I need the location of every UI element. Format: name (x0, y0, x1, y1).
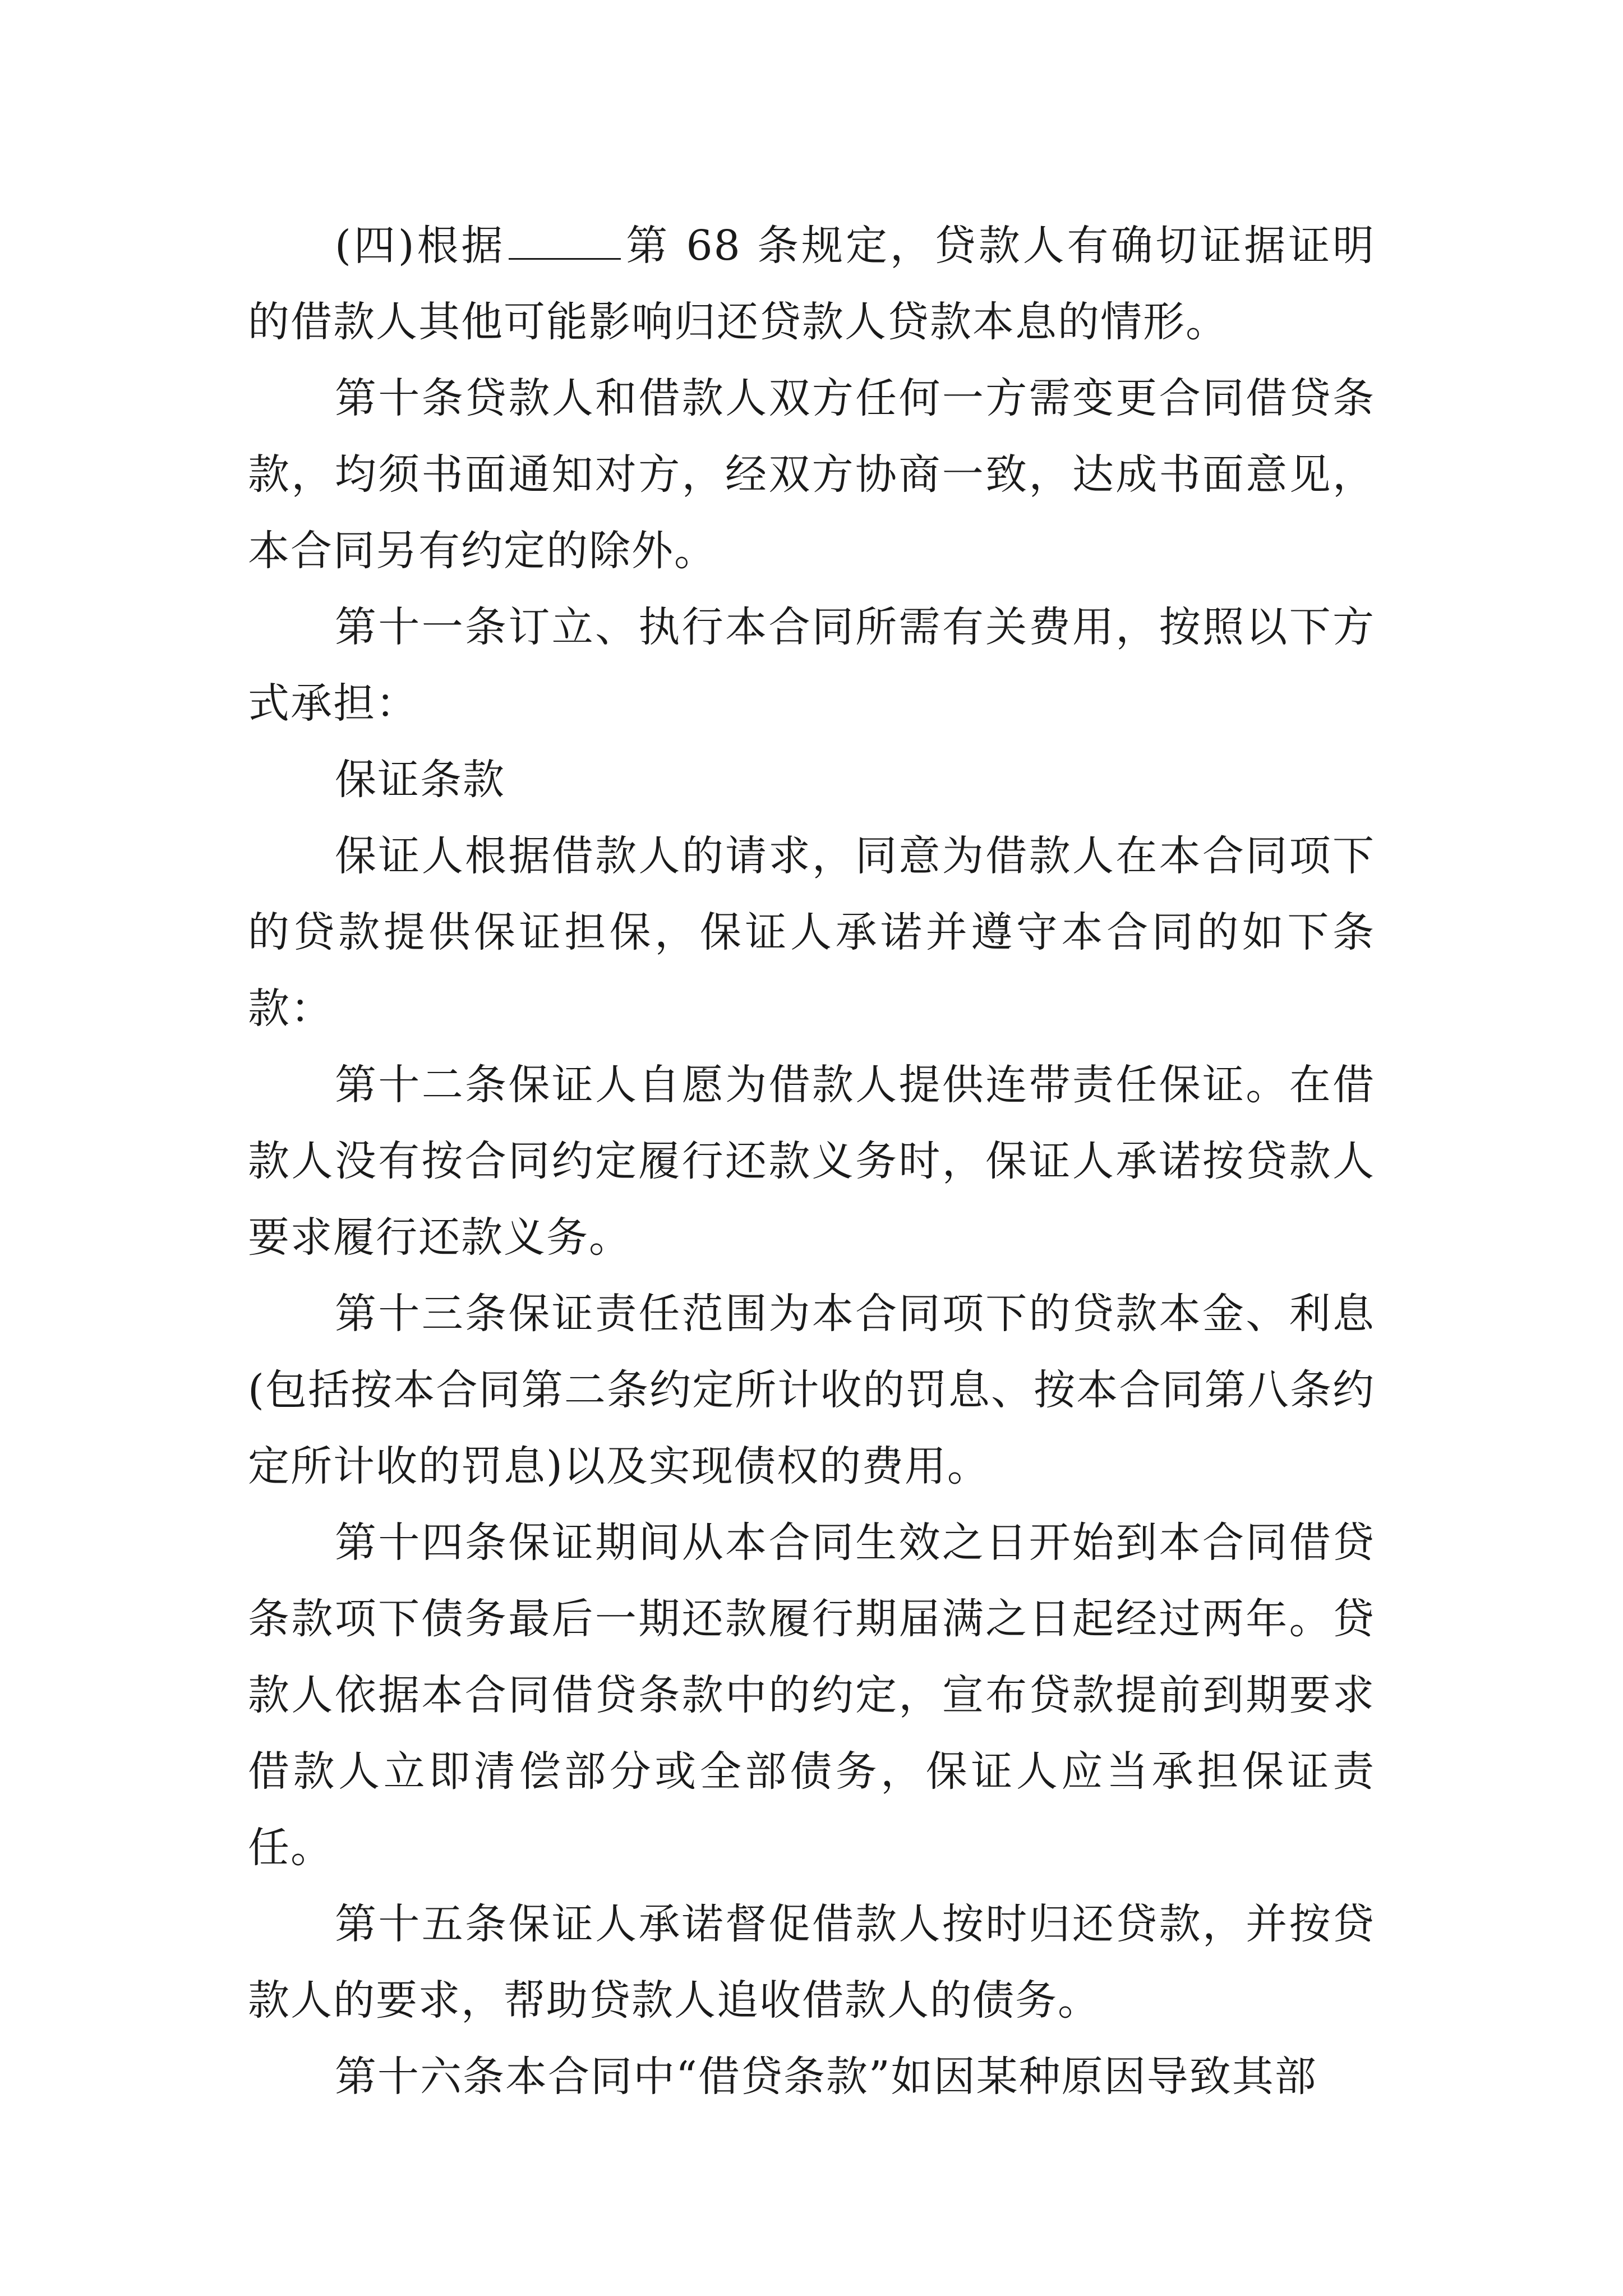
paragraph-article-16: 第十六条本合同中“借贷条款”如因某种原因导致其部 (335, 2053, 1317, 2101)
paragraph-item-4-start: (四)根据 (335, 222, 506, 270)
paragraph-guarantee-intro: 保证人根据借款人的请求，同意为借款人在本合同项下的贷款提供保证担保，保证人承诺并遵守本合同的如下条款： (248, 832, 1375, 1033)
paragraph-item-4-end: 第 68 条规定，贷款人有确切证据证明的借款人其他可能影响归还贷款人贷款本息的情形。 (248, 222, 1375, 346)
paragraph-article-10: 第十条贷款人和借款人双方任何一方需变更合同借贷条款，均须书面通知对方，经双方协商一致，达成书面意见，本合同另有约定的除外。 (248, 374, 1375, 575)
paragraph-item-4 (248, 208, 1375, 360)
paragraph-article-14: 第十四条保证期间从本合同生效之日开始到本合同借贷条款项下债务最后一期还款履行期届满之日起经过两年。贷款人依据本合同借贷条款中的约定，宣布贷款提前到期要求借款人立即清偿部分或全部债务，保证人应当承担保证责任。 (248, 1519, 1375, 1872)
paragraph-article-11: 第十一条订立、执行本合同所需有关费用，按照以下方式承担： (248, 603, 1375, 728)
paragraph-article-12: 第十二条保证人自愿为借款人提供连带责任保证。在借款人没有按合同约定履行还款义务时，保证人承诺按贷款人要求履行还款义务。 (248, 1061, 1375, 1262)
section-heading-guarantee: 保证条款 (335, 756, 505, 804)
document-body (248, 208, 1375, 2115)
paragraph-article-13: 第十三条保证责任范围为本合同项下的贷款本金、利息(包括按本合同第二条约定所计收的罚息、按本合同第八条约定所计收的罚息)以及实现债权的费用。 (248, 1290, 1375, 1490)
fill-in-blank (509, 219, 621, 260)
paragraph-article-15: 第十五条保证人承诺督促借款人按时归还贷款，并按贷款人的要求，帮助贷款人追收借款人的债务。 (248, 1900, 1375, 2024)
